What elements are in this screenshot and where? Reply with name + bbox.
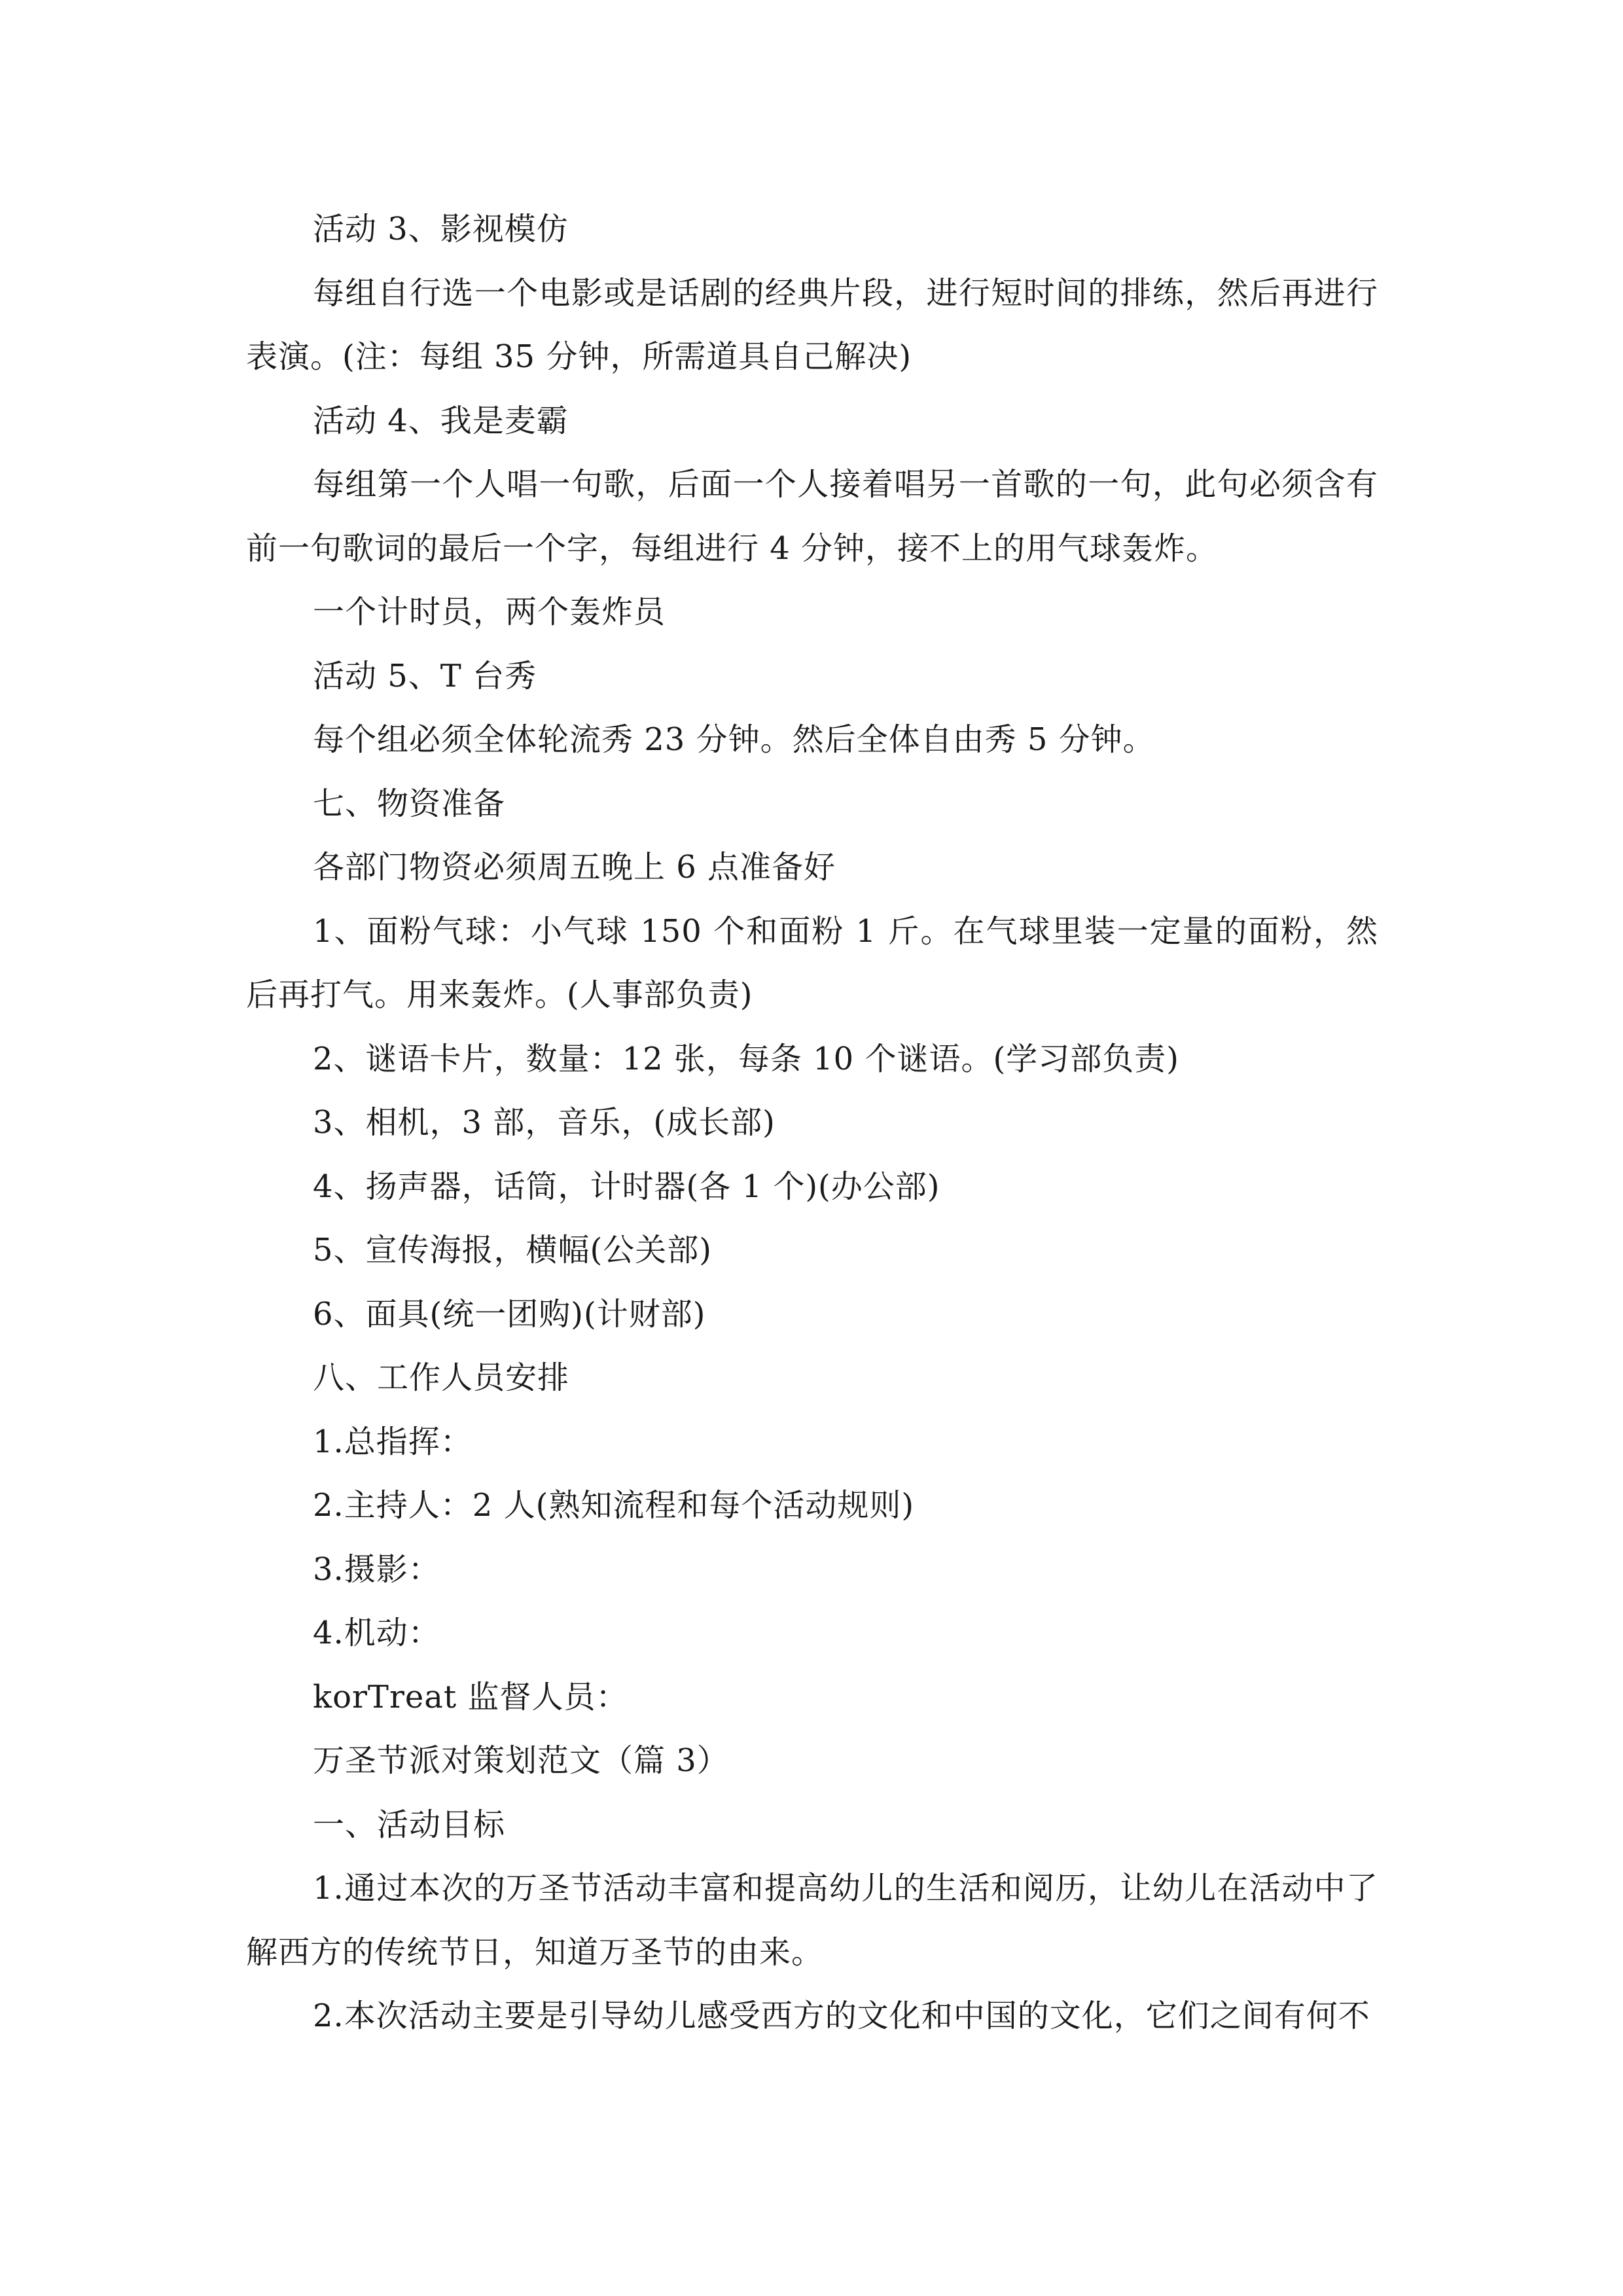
activity-4-heading: 活动 4、我是麦霸 [313, 402, 569, 439]
activity-4-description: 每组第一个人唱一句歌，后面一个人接着唱另一首歌的一句，此句必须含有前一句歌词的最后一个字，每组进行 4 分钟，接不上的用气球轰炸。 [246, 466, 1378, 567]
section-1-heading: 一、活动目标 [313, 1806, 506, 1843]
supply-item-3: 3、相机，3 部，音乐，(成长部) [313, 1104, 776, 1141]
staff-item-1: 1.总指挥： [313, 1423, 473, 1460]
staff-item-4: 4.机动： [313, 1615, 440, 1651]
supply-item-6: 6、面具(统一团购)(计财部) [313, 1295, 706, 1333]
supplies-deadline: 各部门物资必须周五晚上 6 点准备好 [313, 849, 836, 886]
document-body [246, 198, 1378, 2049]
section-7-heading: 七、物资准备 [313, 785, 506, 822]
activity-3-heading: 活动 3、影视模仿 [313, 211, 569, 247]
supply-item-4: 4、扬声器，话筒，计时器(各 1 个)(办公部) [313, 1168, 940, 1205]
supply-item-2: 2、谜语卡片，数量：12 张，每条 10 个谜语。(学习部负责) [313, 1040, 1179, 1077]
supply-item-5: 5、宣传海报，横幅(公关部) [313, 1232, 712, 1268]
activity-4-staff: 一个计时员，两个轰炸员 [313, 594, 666, 630]
goal-item-2: 2.本次活动主要是引导幼儿感受西方的文化和中国的文化，它们之间有何不 [313, 1998, 1370, 2034]
section-8-heading: 八、工作人员安排 [313, 1359, 570, 1396]
activity-5-heading: 活动 5、T 台秀 [313, 657, 537, 694]
supply-item-1: 1、面粉气球：小气球 150 个和面粉 1 斤。在气球里装一定量的面粉，然后再打气。用来轰炸。(人事部负责) [246, 912, 1378, 1013]
activity-3-description: 每组自行选一个电影或是话剧的经典片段，进行短时间的排练，然后再进行表演。(注：每组 35 分钟，所需道具自己解决) [246, 274, 1378, 375]
article-3-title: 万圣节派对策划范文（篇 3） [313, 1742, 729, 1779]
staff-item-3: 3.摄影： [313, 1551, 440, 1588]
staff-supervisors: korTreat 监督人员： [313, 1678, 628, 1715]
staff-item-2: 2.主持人：2 人(熟知流程和每个活动规则) [313, 1487, 915, 1524]
goal-item-1: 1.通过本次的万圣节活动丰富和提高幼儿的生活和阅历，让幼儿在活动中了解西方的传统节日，知道万圣节的由来。 [246, 1870, 1378, 1971]
activity-5-description: 每个组必须全体轮流秀 23 分钟。然后全体自由秀 5 分钟。 [313, 721, 1155, 758]
